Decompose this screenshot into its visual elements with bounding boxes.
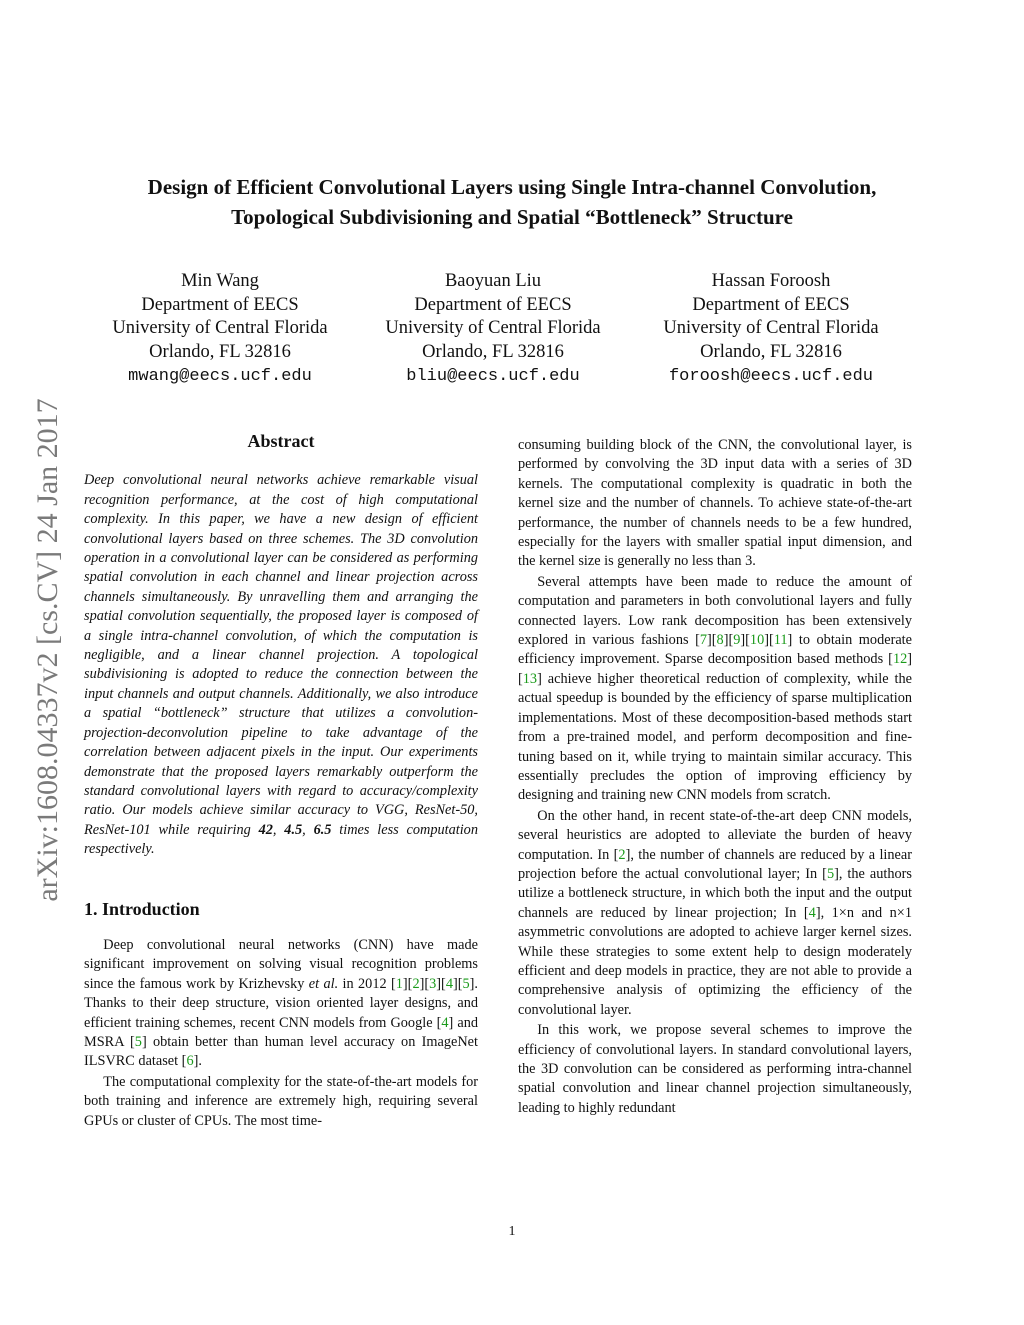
author-university: University of Central Florida [663,318,879,338]
body-paragraph: consuming building block of the CNN, the convolutional layer, is performed by convolving the 3D input data with a series of 3D kernels. The computational complexity is quadratic in both the kernel size and the number of channels. To achieve state-of-the-art performance, the number of channels needs to be a few hundred, especially for the layers with smaller spatial input dimension, and the kernel size is generally no less than 3. [518,437,912,570]
abstract-text: Deep convolutional neural networks achieve remarkable visual recognition performance, at the cost of high computational complexity. In this paper, we have a new design of efficient convolutional layers based on three schemes. The 3D convolution operation in a convolutional layer can be considered as performing spatial convolution in each channel and linear projection across channels simultaneously. By unravelling them and arranging the spatial convolution sequentially, the proposed layer is composed of a single intra-channel convolution, of which the computation is negligible, and a linear channel projection. A topological subdivisioning is adopted to reduce the connection between the input channels and output channels. Additionally, we also introduce a spatial “bottleneck” structure that utilizes a convolution-projection-deconvolution pipeline to take advantage of the correlation between adjacent pixels in the input. Our experiments demonstrate that the proposed layers remarkably outperform the standard convolutional layers with regard to accuracy/complexity ratio. Our models achieve similar accuracy to VGG, ResNet-50, ResNet-101 while requiring 42, 4.5, 6.5 times less computation respectively. [84,472,478,858]
citation-link[interactable]: 2 [618,846,626,863]
author-block [641,270,901,389]
author-university: University of Central Florida [112,318,328,338]
citation-link[interactable]: 1 [395,975,403,992]
citation-link[interactable]: 9 [733,632,741,649]
author-block [363,270,623,389]
author-name: Hassan Foroosh [711,271,831,291]
author-name: Baoyuan Liu [444,271,542,291]
citation-link[interactable]: 5 [826,865,835,882]
author-city: Orlando, FL 32816 [422,341,564,362]
right-column [518,436,912,1118]
citation-link[interactable]: 5 [462,975,470,992]
intro-paragraph: Deep convolutional neural networks (CNN) have made significant improvement on solving visual recognition problems since the famous work by Krizhevsky et al. in 2012 [1][2][3][4][5]. Thanks to their deep structure, vision oriented layer designs, and efficient training schemes, recent CNN models from Google [4] and MSRA [5] obtain better than human level accuracy on ImageNet ILSVRC dataset [6]. [84,936,478,1070]
citation-link[interactable]: 11 [773,632,788,649]
author-dept: Department of EECS [141,294,299,315]
left-column [84,432,478,1131]
citation-link[interactable]: 8 [716,632,724,649]
author-city: Orlando, FL 32816 [149,341,291,362]
arxiv-stamp: arXiv:1608.04337v2 [cs.CV] 24 Jan 2017 [31,398,64,902]
citation-link[interactable]: 10 [749,632,765,649]
author-city: Orlando, FL 32816 [700,341,842,362]
body-paragraph: Several attempts have been made to reduce the amount of computation and parameters in both convolutional layers and fully connected layers. Low rank decomposition has been extensively explored in various fashions [7][8][9][10][11] to obtain moderate efficiency improvement. Sparse decomposition based methods [12][13] achieve higher theoretical reduction of complexity, while the actual speedup is bounded by the efficiency of sparse multiplication implementations. Most of these decomposition-based methods start from a pre-trained model, and perform decomposition and fine-tuning based on it, while trying to maintain similar accuracy. This essentially precludes the option of improving efficiency by designing and training new CNN models from scratch. [518,573,912,804]
abstract-heading: Abstract [247,431,315,451]
author-email: bliu@eecs.ucf.edu [406,367,580,386]
citation-link[interactable]: 6 [186,1053,194,1070]
citation-link[interactable]: 4 [808,904,816,921]
citation-link[interactable]: 12 [892,651,908,668]
author-university: University of Central Florida [385,318,601,338]
author-block [90,270,350,389]
page-number: 1 [508,1224,516,1239]
citation-link[interactable]: 7 [699,632,708,649]
author-email: foroosh@eecs.ucf.edu [668,367,874,386]
citation-link[interactable]: 3 [429,975,437,992]
title-line-1: Design of Efficient Convolutional Layers using Single Intra-channel Convolution, [147,175,877,199]
body-paragraph: On the other hand, in recent state-of-the-art deep CNN models, several heuristics are adopted to alleviate the burden of heavy computation. In [2], the number of channels are reduced by a linear projection before the actual convolutional layer; In [5], the authors utilize a bottleneck structure, in which both the input and the output channels are reduced by linear projection; In [4], 1×n and n×1 asymmetric convolutions are adopted to achieve larger kernel sizes. While these strategies to some extent help to design moderately efficient and deep models in practice, they are not able to provide a comprehensive analysis of optimizing the efficiency of the convolutional layer. [518,807,913,1018]
introduction-heading: 1. Introduction [84,898,200,919]
citation-link[interactable]: 5 [134,1033,142,1050]
author-email: mwang@eecs.ucf.edu [128,367,312,386]
author-dept: Department of EECS [692,294,850,315]
title-line-2: Topological Subdivisioning and Spatial “Bottleneck” Structure [231,205,793,229]
author-dept: Department of EECS [414,294,572,315]
citation-link[interactable]: 4 [441,1014,449,1031]
paper-title [60,172,964,232]
body-paragraph: In this work, we propose several schemes to improve the efficiency of convolutional layers. In standard convolutional layers, the 3D convolution can be considered as performing intra-channel spatial convolution and linear channel projection simultaneously, leading to highly redundant [518,1022,912,1116]
citation-link[interactable]: 4 [445,975,453,992]
citation-link[interactable]: 2 [412,975,420,992]
author-name: Min Wang [181,271,259,291]
intro-paragraph: The computational complexity for the state-of-the-art models for both training and inference are extremely high, requiring several GPUs or cluster of CPUs. The most time- [84,1073,478,1129]
citation-link[interactable]: 13 [522,670,538,687]
